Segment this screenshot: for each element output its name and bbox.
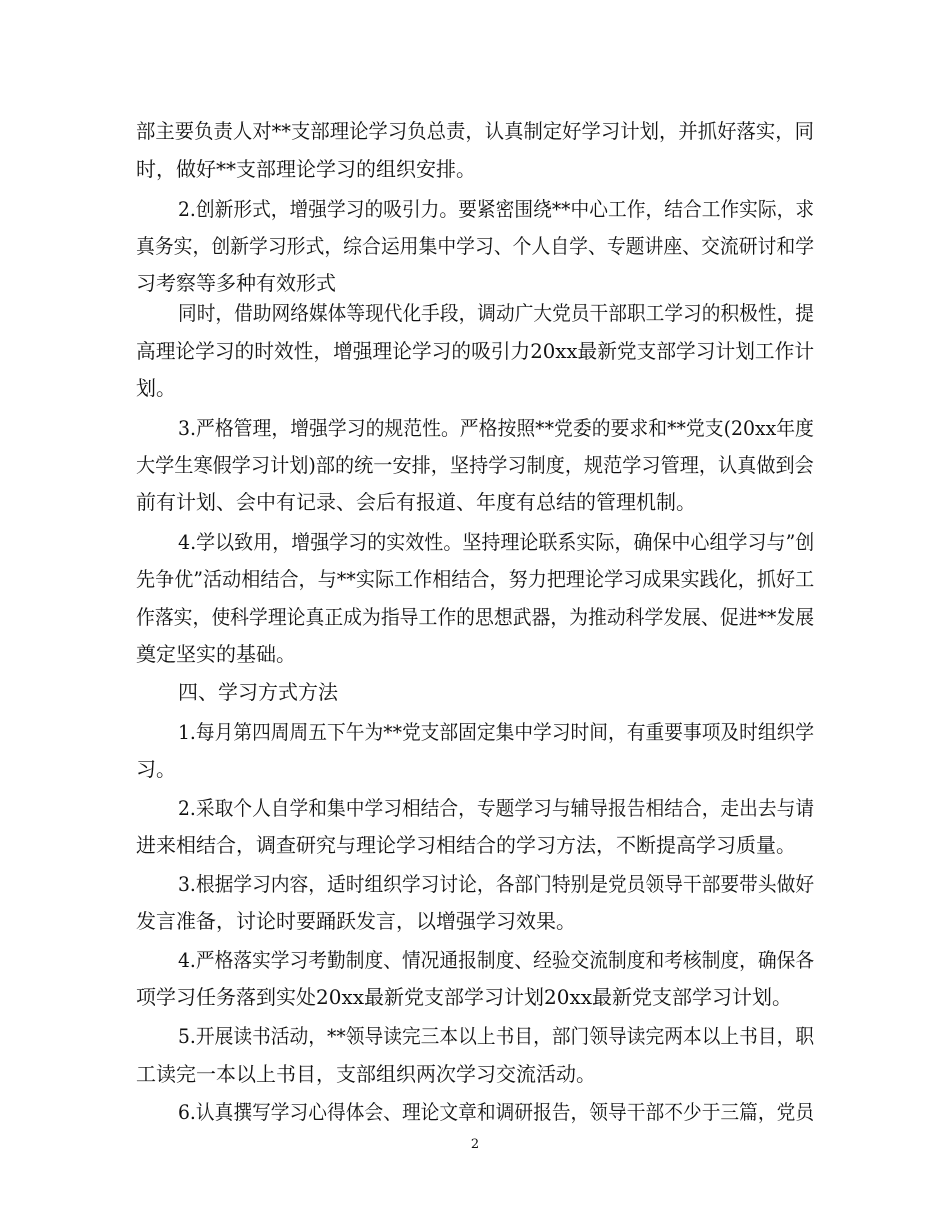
page-number: 2 xyxy=(470,1137,480,1152)
text-line xyxy=(0,713,950,751)
text-line xyxy=(0,902,950,940)
text-line xyxy=(0,826,950,864)
text-line xyxy=(0,1017,950,1055)
text-line xyxy=(0,750,950,788)
text-line xyxy=(0,598,950,636)
line-text: 3.根据学习内容，适时组织学习讨论，各部门特别是党员领导干部要带头做好 xyxy=(178,872,815,896)
line-text: 项学习任务落到实处20xx最新党支部学习计划20xx最新党支部学习计划。 xyxy=(136,985,793,1009)
line-text: 真务实，创新学习形式，综合运用集中学习、个人自学、专题讲座、交流研讨和学 xyxy=(136,234,815,258)
line-text: 作落实，使科学理论真正成为指导工作的思想武器，为推动科学发展、促进**发展 xyxy=(136,605,815,629)
text-line xyxy=(0,941,950,979)
text-line xyxy=(0,332,950,370)
line-text: 先争优”活动相结合，与**实际工作相结合，努力把理论学习成果实践化，抓好工 xyxy=(136,567,815,591)
line-text: 4.严格落实学习考勤制度、情况通报制度、经验交流制度和考核制度，确保各 xyxy=(178,948,815,972)
text-line xyxy=(0,150,950,188)
line-text: 2.创新形式，增强学习的吸引力。要紧密围绕**中心工作，结合工作实际，求 xyxy=(178,197,815,221)
text-line xyxy=(0,409,950,447)
text-line xyxy=(0,635,950,673)
text-line xyxy=(0,294,950,332)
line-text: 工读完一本以上书目，支部组织两次学习交流活动。 xyxy=(136,1062,596,1086)
section-heading-text: 四、学习方式方法 xyxy=(178,680,338,704)
text-line xyxy=(0,227,950,265)
line-text: 习考察等多种有效形式 xyxy=(136,271,336,295)
text-line xyxy=(0,369,950,407)
text-line xyxy=(0,1093,950,1131)
line-text: 4.学以致用，增强学习的实效性。坚持理论联系实际，确保中心组学习与”创 xyxy=(178,530,815,554)
line-text: 发言准备，讨论时要踊跃发言，以增强学习效果。 xyxy=(136,909,576,933)
line-text: 进来相结合，调查研究与理论学习相结合的学习方法，不断提高学习质量。 xyxy=(136,833,796,857)
line-text: 时，做好**支部理论学习的组织安排。 xyxy=(136,157,476,181)
text-line xyxy=(0,560,950,598)
text-line xyxy=(0,978,950,1016)
line-text: 划。 xyxy=(136,376,176,400)
text-line xyxy=(0,483,950,521)
text-line xyxy=(0,789,950,827)
text-line xyxy=(0,190,950,228)
section-heading xyxy=(0,673,950,711)
line-text: 5.开展读书活动，**领导读完三本以上书目，部门领导读完两本以上书目，职 xyxy=(178,1024,815,1048)
line-text: 前有计划、会中有记录、会后有报道、年度有总结的管理机制。 xyxy=(136,490,696,514)
line-text: 奠定坚实的基础。 xyxy=(136,642,296,666)
text-line xyxy=(0,112,950,150)
line-text: 1.每月第四周周五下午为**党支部固定集中学习时间，有重要事项及时组织学 xyxy=(178,720,815,744)
text-line xyxy=(0,865,950,903)
text-line xyxy=(0,446,950,484)
line-text: 同时，借助网络媒体等现代化手段，调动广大党员干部职工学习的积极性，提 xyxy=(178,301,815,325)
line-text: 习。 xyxy=(136,757,176,781)
line-text: 高理论学习的时效性，增强理论学习的吸引力20xx最新党支部学习计划工作计 xyxy=(136,339,815,363)
line-text: 6.认真撰写学习心得体会、理论文章和调研报告，领导干部不少于三篇，党员 xyxy=(178,1100,815,1124)
line-text: 3.严格管理，增强学习的规范性。严格按照**党委的要求和**党支(20xx年度 xyxy=(178,416,814,440)
line-text: 2.采取个人自学和集中学习相结合，专题学习与辅导报告相结合，走出去与请 xyxy=(178,796,815,820)
line-text: 部主要负责人对**支部理论学习负总责，认真制定好学习计划，并抓好落实，同 xyxy=(136,119,815,143)
text-line xyxy=(0,1055,950,1093)
text-line xyxy=(0,523,950,561)
line-text: 大学生寒假学习计划)部的统一安排，坚持学习制度，规范学习管理，认真做到会 xyxy=(136,453,814,477)
